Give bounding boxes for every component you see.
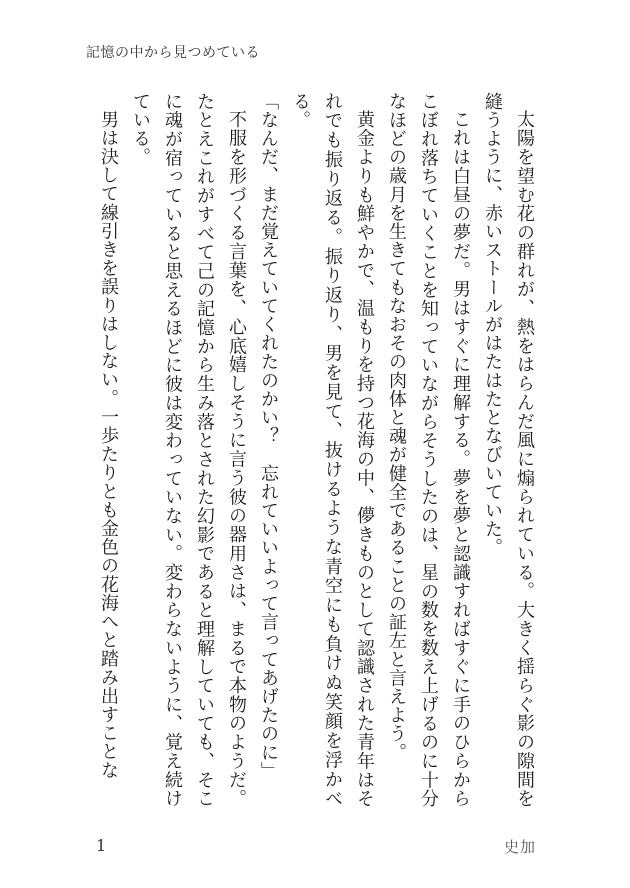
paragraph: これは白昼の夢だ。男はすぐに理解する。夢を夢と認識すればすぐに手のひらからこぼれ落ちていくことを知っていながらそうしたのは、星の数を数え上げるのに十分なほどの歳月を生きてもなおその肉体と魂が健全であることの証左と言えよう。 bbox=[386, 92, 471, 808]
paragraph: 不服を形づくる言葉を、心底嬉しそうに言う彼の器用さは、まるで本物のようだ。たとえこれがすべて己の記憶から生み落とされた幻影であると理解していても、そこに魂が宿っていると思えるほどに彼は変わっていない。変わらないように、覚え続けている。 bbox=[130, 92, 247, 808]
body-text bbox=[80, 92, 540, 808]
author-name: 史加 bbox=[504, 838, 537, 856]
paragraph: 太陽を望む花の群れが、熱をはらんだ風に煽られている。大きく揺らぐ影の隙間を縫うように、赤いストールがはたはたとなびいていた。 bbox=[482, 92, 535, 808]
dialogue-paragraph: 「なんだ、まだ覚えていてくれたのかい？ 忘れていいよって言ってあげたのに」 bbox=[258, 92, 279, 781]
page-number: 1 bbox=[96, 836, 107, 855]
paragraph: 男は決して線引きを誤りはしない。一歩たりとも金色の花海へと踏み出すことな bbox=[98, 110, 119, 780]
paragraph: 黄金よりも鮮やかで、温もりを持つ花海の中、儚きものとして認識された青年はそれでも振り返る。振り返り、男を見て、抜けるような青空にも負けぬ笑顔を浮かべる。 bbox=[290, 92, 375, 808]
running-head: 記憶の中から見つめている bbox=[86, 45, 260, 61]
